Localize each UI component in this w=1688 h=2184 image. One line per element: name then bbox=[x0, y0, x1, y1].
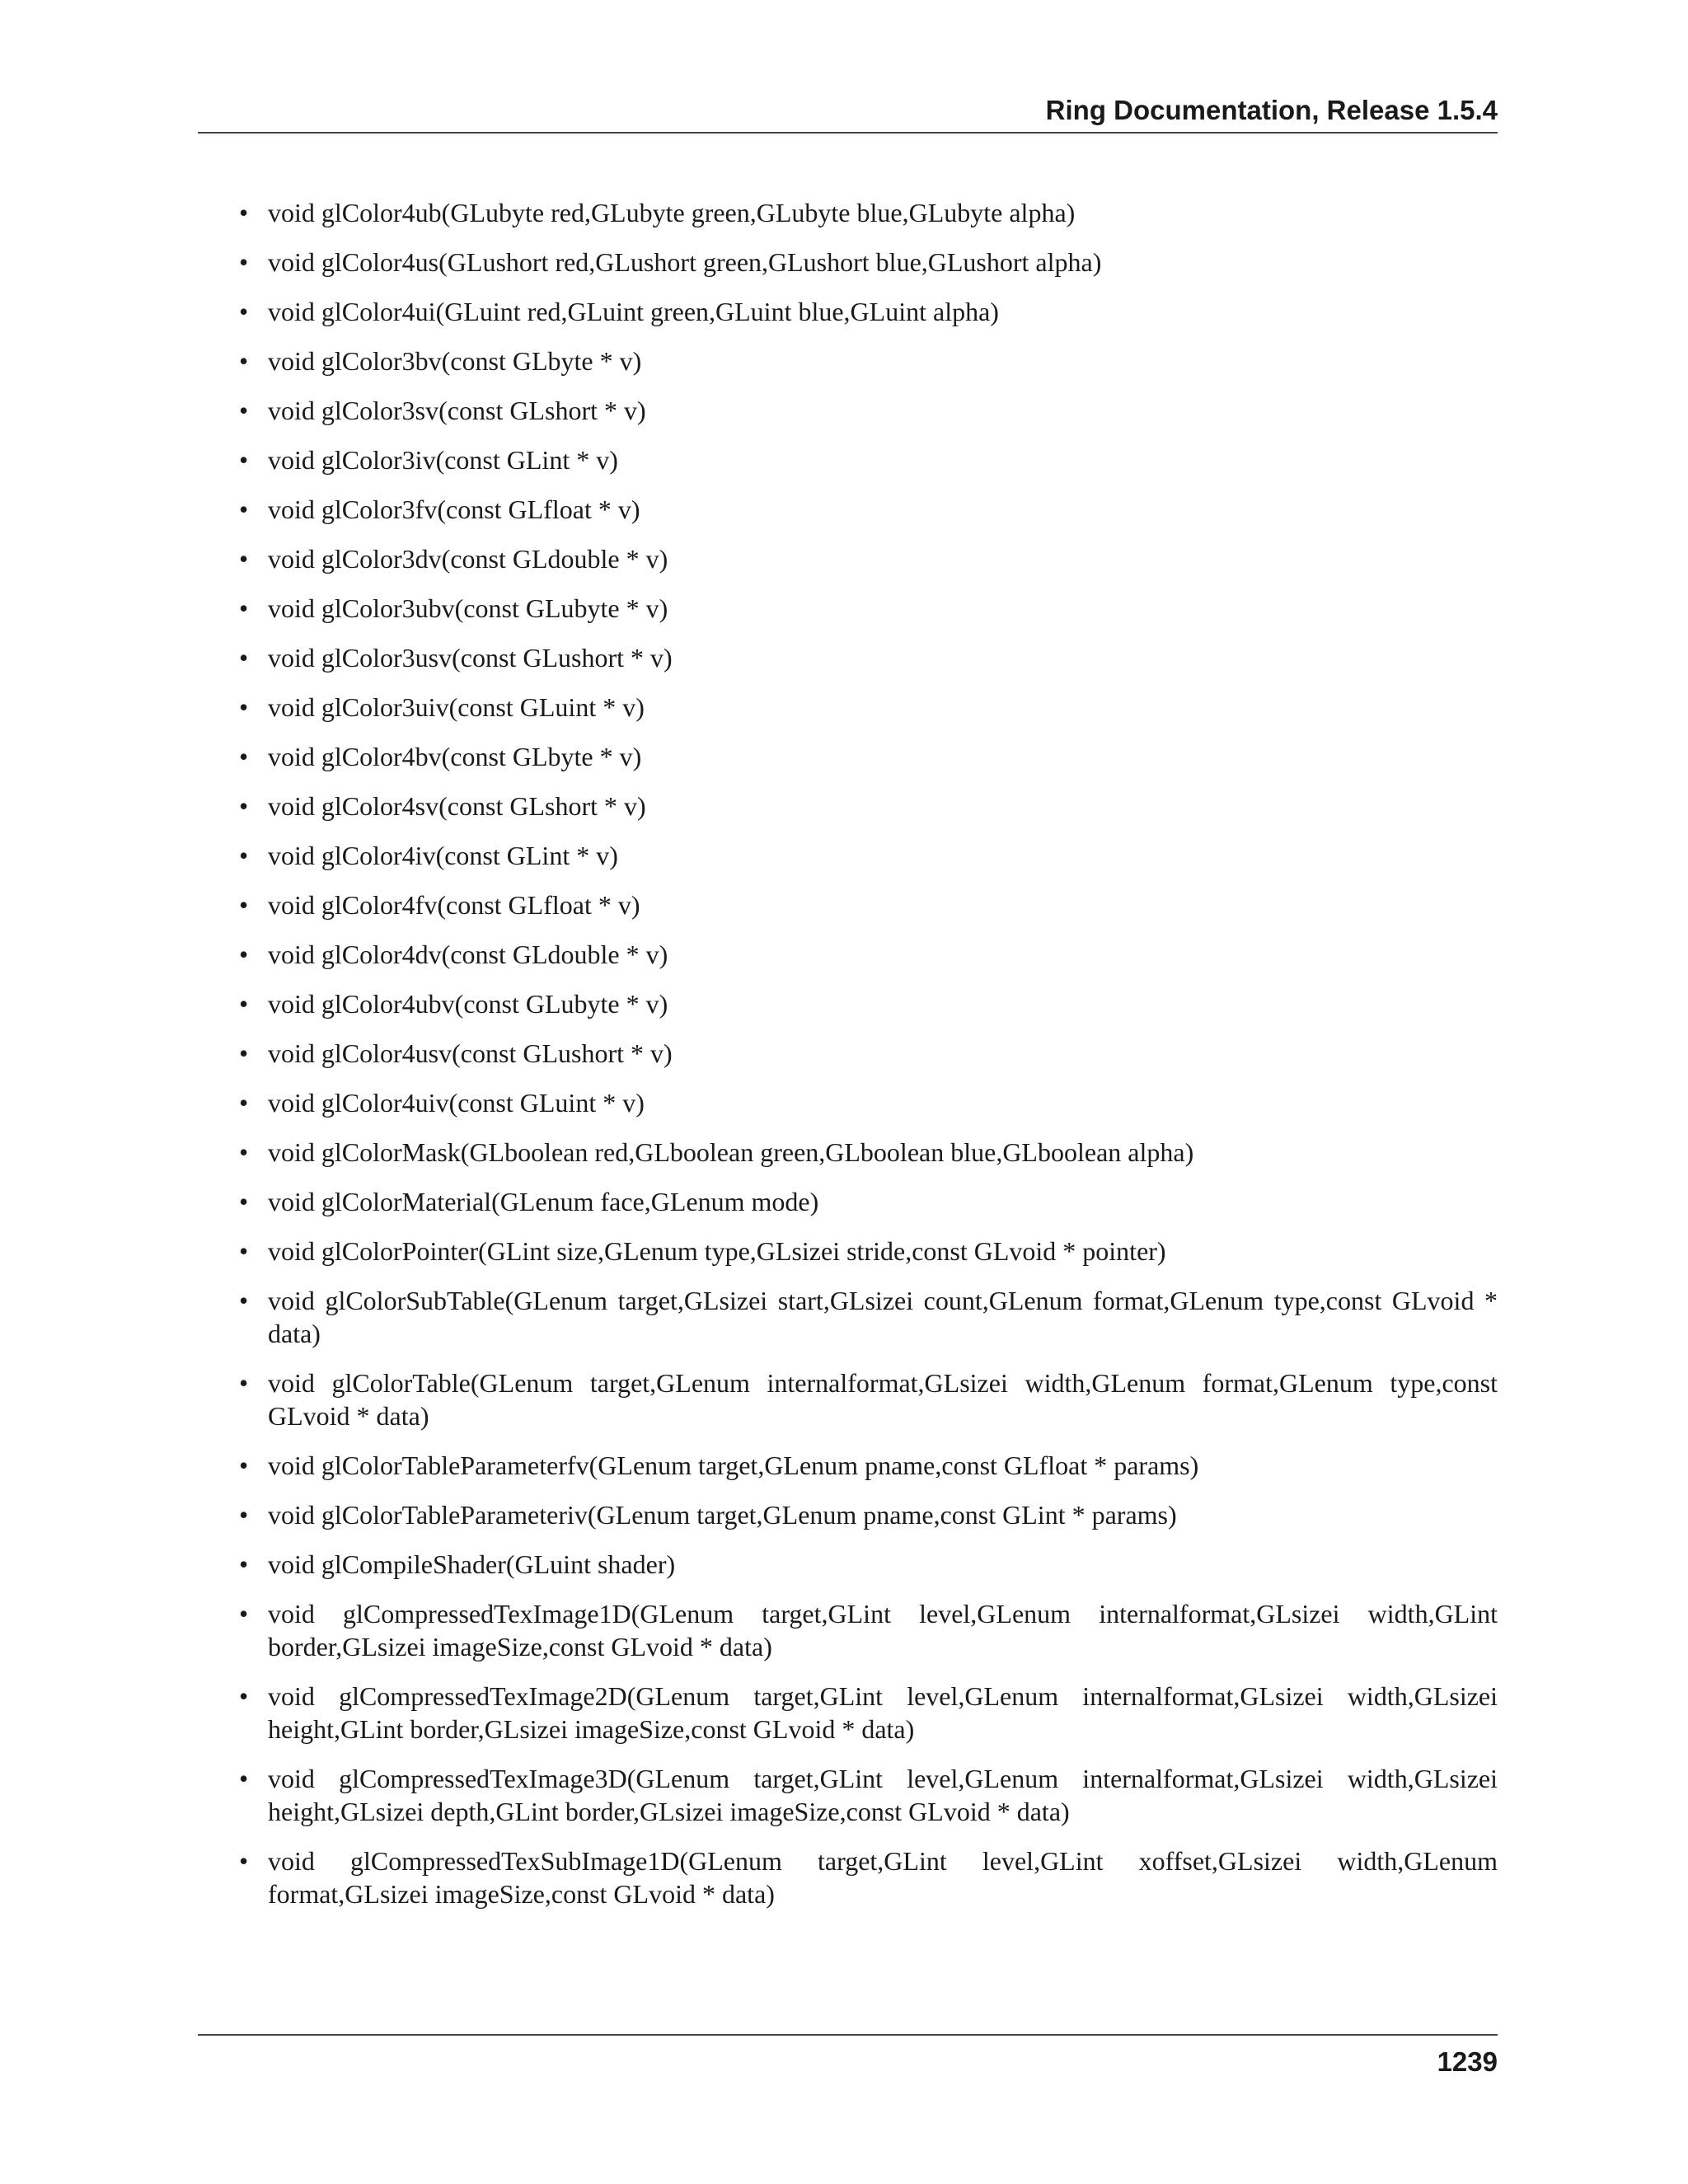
list-item bbox=[198, 691, 1498, 724]
list-item bbox=[198, 740, 1498, 773]
function-signature: void glColor4iv(const GLint * v) bbox=[268, 841, 618, 870]
bullet-icon: • bbox=[239, 1764, 249, 1793]
list-item bbox=[198, 1498, 1498, 1531]
page-number: 1239 bbox=[1437, 2046, 1498, 2077]
function-signature: void glColor4us(GLushort red,GLushort green,GLushort blue,GLushort alpha) bbox=[268, 247, 1102, 277]
bullet-icon: • bbox=[239, 1236, 249, 1266]
function-signature: void glColor3iv(const GLint * v) bbox=[268, 445, 618, 475]
bullet-icon: • bbox=[239, 1681, 249, 1711]
list-item bbox=[198, 1185, 1498, 1218]
function-signature: void glColorSubTable(GLenum target,GLsizei start,GLsizei count,GLenum format,GLenum type,const GLvoid * data) bbox=[268, 1286, 1498, 1348]
bullet-icon: • bbox=[239, 396, 249, 425]
page-footer bbox=[198, 2034, 1498, 2077]
function-signature: void glColorTableParameterfv(GLenum target,GLenum pname,const GLfloat * params) bbox=[268, 1451, 1199, 1480]
list-item bbox=[198, 987, 1498, 1020]
list-item bbox=[198, 938, 1498, 971]
bullet-icon: • bbox=[239, 1599, 249, 1629]
bullet-icon: • bbox=[239, 1451, 249, 1480]
bullet-icon: • bbox=[239, 1038, 249, 1068]
function-signature: void glColor4dv(const GLdouble * v) bbox=[268, 940, 668, 969]
list-item bbox=[198, 1086, 1498, 1119]
function-signature: void glColor3uiv(const GLuint * v) bbox=[268, 692, 645, 722]
list-item bbox=[198, 1136, 1498, 1169]
list-item bbox=[198, 1762, 1498, 1828]
function-signature: void glColorTable(GLenum target,GLenum internalformat,GLsizei width,GLenum format,GLenum type,const GLvoid * data) bbox=[268, 1368, 1498, 1431]
bullet-icon: • bbox=[239, 1088, 249, 1118]
bullet-icon: • bbox=[239, 1368, 249, 1398]
function-signature: void glColor3fv(const GLfloat * v) bbox=[268, 494, 640, 524]
bullet-icon: • bbox=[239, 643, 249, 673]
function-signature: void glColor3ubv(const GLubyte * v) bbox=[268, 593, 668, 623]
bullet-icon: • bbox=[239, 1846, 249, 1876]
function-signature: void glColor3usv(const GLushort * v) bbox=[268, 643, 673, 673]
bullet-icon: • bbox=[239, 1286, 249, 1315]
bullet-icon: • bbox=[239, 791, 249, 821]
list-item bbox=[198, 641, 1498, 674]
list-item bbox=[198, 1597, 1498, 1663]
list-item bbox=[198, 493, 1498, 526]
list-item bbox=[198, 394, 1498, 427]
list-item bbox=[198, 1284, 1498, 1350]
bullet-icon: • bbox=[239, 198, 249, 227]
bullet-icon: • bbox=[239, 1137, 249, 1167]
bullet-icon: • bbox=[239, 445, 249, 475]
function-signature: void glColorMask(GLboolean red,GLboolean green,GLboolean blue,GLboolean alpha) bbox=[268, 1137, 1194, 1167]
function-signature: void glColor3dv(const GLdouble * v) bbox=[268, 544, 668, 574]
list-item bbox=[198, 790, 1498, 823]
list-item bbox=[198, 839, 1498, 872]
list-item bbox=[198, 1037, 1498, 1070]
function-signature: void glColor4ui(GLuint red,GLuint green,GLuint blue,GLuint alpha) bbox=[268, 297, 999, 326]
function-signature: void glCompileShader(GLuint shader) bbox=[268, 1549, 676, 1579]
document-title: Ring Documentation, Release 1.5.4 bbox=[1045, 95, 1498, 125]
bullet-icon: • bbox=[239, 247, 249, 277]
function-signature: void glColorTableParameteriv(GLenum target,GLenum pname,const GLint * params) bbox=[268, 1500, 1177, 1530]
function-signature: void glCompressedTexSubImage1D(GLenum target,GLint level,GLint xoffset,GLsizei width,GLenum format,GLsizei imageSize,const GLvoid * data) bbox=[268, 1846, 1498, 1909]
list-item bbox=[198, 542, 1498, 575]
page-content bbox=[198, 196, 1498, 1927]
function-signature: void glColor3sv(const GLshort * v) bbox=[268, 396, 646, 425]
list-item bbox=[198, 246, 1498, 279]
list-item bbox=[198, 888, 1498, 921]
list-item bbox=[198, 443, 1498, 476]
bullet-icon: • bbox=[239, 1187, 249, 1216]
page-header bbox=[198, 89, 1498, 134]
bullet-icon: • bbox=[239, 593, 249, 623]
function-signature: void glColorMaterial(GLenum face,GLenum mode) bbox=[268, 1187, 819, 1216]
bullet-icon: • bbox=[239, 742, 249, 771]
function-signature: void glColor4bv(const GLbyte * v) bbox=[268, 742, 642, 771]
list-item bbox=[198, 1680, 1498, 1746]
function-signature: void glCompressedTexImage3D(GLenum target,GLint level,GLenum internalformat,GLsizei width,GLsizei height,GLsizei depth,GLint border,GLsizei imageSize,const GLvoid * data) bbox=[268, 1764, 1498, 1826]
list-item bbox=[198, 196, 1498, 229]
bullet-icon: • bbox=[239, 692, 249, 722]
bullet-icon: • bbox=[239, 1549, 249, 1579]
bullet-icon: • bbox=[239, 1500, 249, 1530]
function-list bbox=[198, 196, 1498, 1910]
list-item bbox=[198, 1235, 1498, 1268]
function-signature: void glColor4ubv(const GLubyte * v) bbox=[268, 989, 668, 1019]
function-signature: void glColor4sv(const GLshort * v) bbox=[268, 791, 646, 821]
bullet-icon: • bbox=[239, 297, 249, 326]
bullet-icon: • bbox=[239, 346, 249, 376]
bullet-icon: • bbox=[239, 890, 249, 920]
function-signature: void glCompressedTexImage1D(GLenum target,GLint level,GLenum internalformat,GLsizei width,GLint border,GLsizei imageSize,const GLvoid * data) bbox=[268, 1599, 1498, 1661]
list-item bbox=[198, 1548, 1498, 1581]
bullet-icon: • bbox=[239, 989, 249, 1019]
bullet-icon: • bbox=[239, 494, 249, 524]
list-item bbox=[198, 344, 1498, 377]
list-item bbox=[198, 592, 1498, 625]
function-signature: void glColor4usv(const GLushort * v) bbox=[268, 1038, 673, 1068]
list-item bbox=[198, 1449, 1498, 1482]
function-signature: void glColor4ub(GLubyte red,GLubyte green,GLubyte blue,GLubyte alpha) bbox=[268, 198, 1076, 227]
list-item bbox=[198, 1844, 1498, 1910]
bullet-icon: • bbox=[239, 841, 249, 870]
bullet-icon: • bbox=[239, 940, 249, 969]
function-signature: void glCompressedTexImage2D(GLenum target,GLint level,GLenum internalformat,GLsizei width,GLsizei height,GLint border,GLsizei imageSize,const GLvoid * data) bbox=[268, 1681, 1498, 1744]
function-signature: void glColor4uiv(const GLuint * v) bbox=[268, 1088, 645, 1118]
list-item bbox=[198, 295, 1498, 328]
function-signature: void glColorPointer(GLint size,GLenum type,GLsizei stride,const GLvoid * pointer) bbox=[268, 1236, 1166, 1266]
bullet-icon: • bbox=[239, 544, 249, 574]
function-signature: void glColor4fv(const GLfloat * v) bbox=[268, 890, 640, 920]
function-signature: void glColor3bv(const GLbyte * v) bbox=[268, 346, 642, 376]
list-item bbox=[198, 1366, 1498, 1432]
